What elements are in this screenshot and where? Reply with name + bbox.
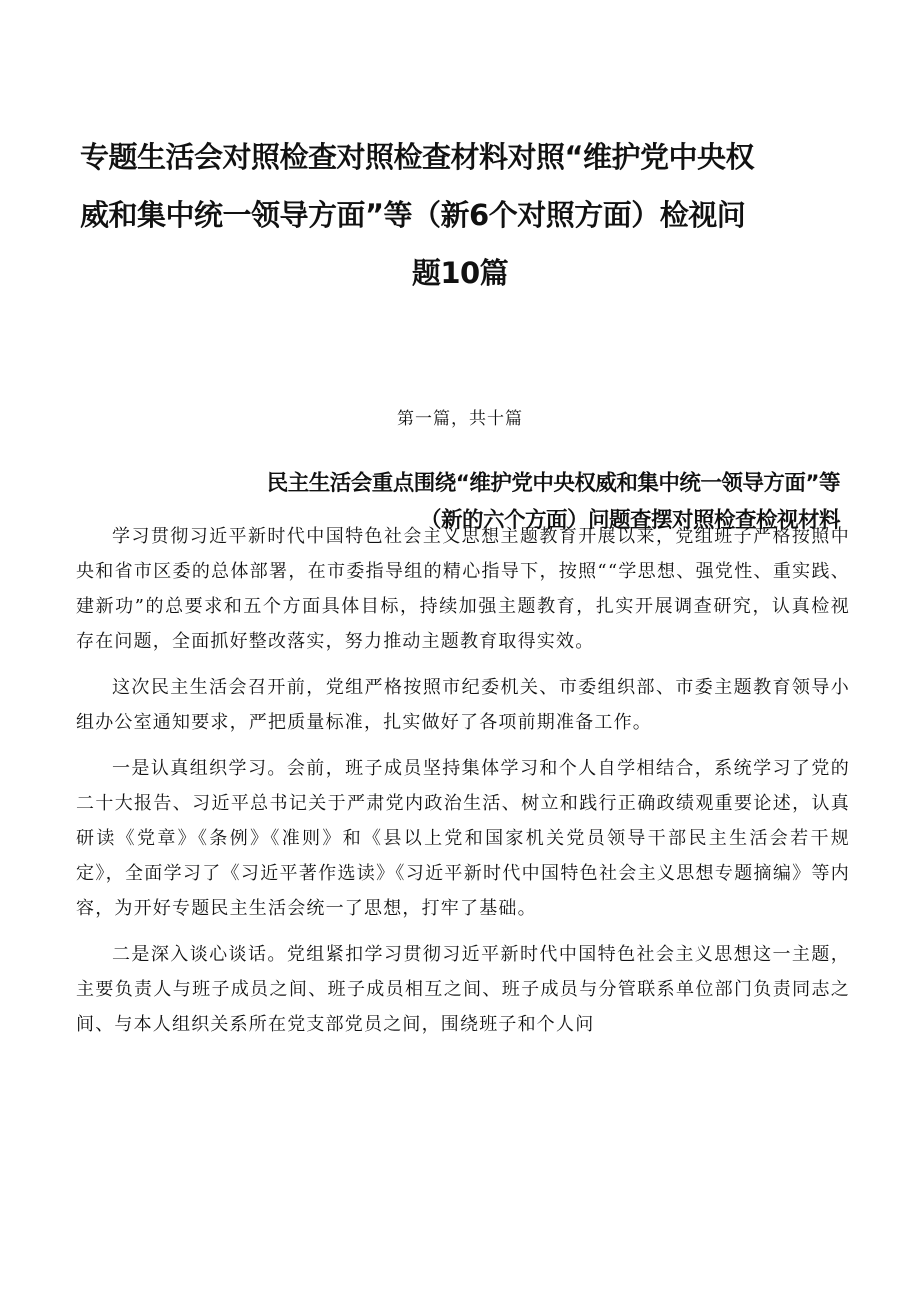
title-line-2: 威和集中统一领导方面”等（新6个对照方面）检视问 bbox=[80, 198, 746, 232]
section-title-line-1: 民主生活会重点围绕“维护党中央权威和集中统一领导方面”等 bbox=[266, 470, 840, 496]
document-title bbox=[80, 128, 840, 302]
document-body bbox=[76, 519, 850, 1053]
paragraph-preparation: 这次民主生活会召开前，党组严格按照市纪委机关、市委组织部、市委主题教育领导小组办公室通知要求，严把质量标准，扎实做好了各项前期准备工作。 bbox=[76, 677, 850, 733]
paragraph-talks: 二是深入谈心谈话。党组紧扣学习贯彻习近平新时代中国特色社会主义思想这一主题，主要负责人与班子成员之间、班子成员相互之间、班子成员与分管联系单位部门负责同志之间、与本人组织关系所在党支部党员之间，围绕班子和个人问 bbox=[76, 944, 850, 1035]
section-title-line-2: （新的六个方面）问题查摆对照检查检视材料 bbox=[419, 507, 840, 533]
part-label: 第一篇，共十篇 bbox=[397, 409, 523, 429]
title-line-3: 题10篇 bbox=[411, 256, 509, 290]
paragraph-study: 一是认真组织学习。会前，班子成员坚持集体学习和个人自学相结合，系统学习了党的二十大报告、习近平总书记关于严肃党内政治生活、树立和践行正确政绩观重要论述，认真研读《党章》《条例》《准则》和《县以上党和国家机关党员领导干部民主生活会若干规定》，全面学习了《习近平著作选读》《习近平新时代中国特色社会主义思想专题摘编》等内容，为开好专题民主生活会统一了思想，打牢了基础。 bbox=[76, 758, 850, 919]
paragraph-intro: 学习贯彻习近平新时代中国特色社会主义思想主题教育开展以来，党组班子严格按照中央和省市区委的总体部署，在市委指导组的精心指导下，按照““学思想、强党性、重实践、建新功”的总要求和五个方面具体目标，持续加强主题教育，扎实开展调查研究，认真检视存在问题，全面抓好整改落实，努力推动主题教育取得实效。 bbox=[76, 526, 850, 652]
title-line-1: 专题生活会对照检查对照检查材料对照“维护党中央权 bbox=[80, 140, 755, 174]
